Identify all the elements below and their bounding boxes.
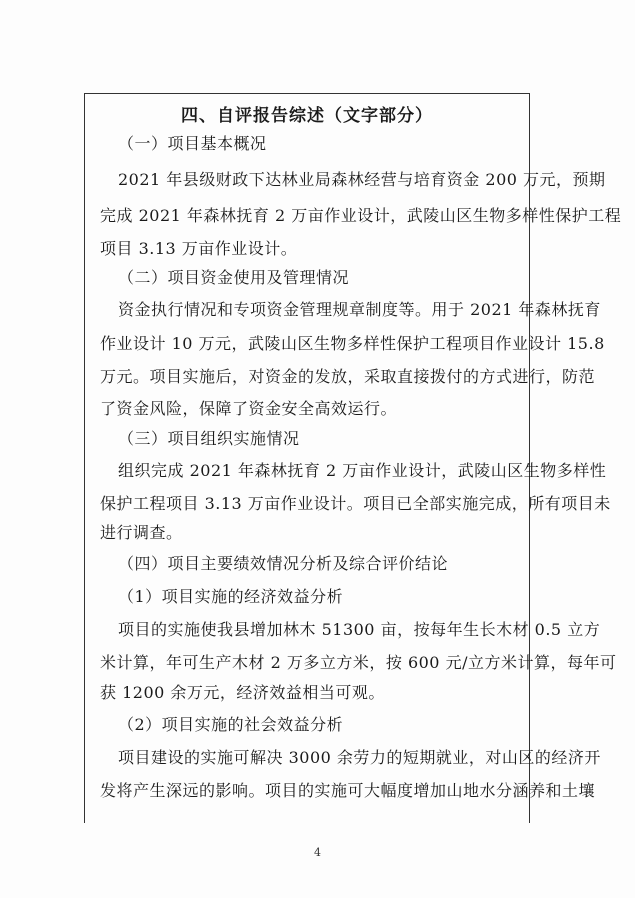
paragraph-line: 项目 3.13 万亩作业设计。 (100, 239, 298, 258)
paragraph-line: 获 1200 余万元，经济效益相当可观。 (100, 683, 385, 702)
sub-item-heading-2: （2）项目实施的社会效益分析 (118, 715, 344, 734)
paragraph-line: 组织完成 2021 年森林抚育 2 万亩作业设计，武陵山区生物多样性 (118, 461, 607, 480)
paragraph-line: 米计算，年可生产木材 2 万多立方米，按 600 元/立方米计算，每年可 (100, 653, 617, 672)
paragraph-line: 保护工程项目 3.13 万亩作业设计。项目已全部实施完成，所有项目未 (100, 494, 611, 513)
subsection-heading-2: （二）项目资金使用及管理情况 (118, 268, 350, 287)
paragraph-line: 项目建设的实施可解决 3000 余劳力的短期就业，对山区的经济开 (118, 748, 601, 767)
subsection-heading-3: （三）项目组织实施情况 (118, 429, 300, 448)
paragraph-line: 完成 2021 年森林抚育 2 万亩作业设计，武陵山区生物多样性保护工程 (100, 206, 622, 225)
section-title: 四、自评报告综述（文字部分） (181, 106, 433, 126)
subsection-heading-1: （一）项目基本概况 (118, 134, 267, 153)
paragraph-line: 发将产生深远的影响。项目的实施可大幅度增加山地水分涵养和土壤 (100, 781, 596, 800)
paragraph-line: 项目的实施使我县增加林木 51300 亩，按每年生长木材 0.5 立方 (118, 620, 601, 639)
paragraph-line: 作业设计 10 万元，武陵山区生物多样性保护工程项目作业设计 15.8 (100, 334, 605, 353)
paragraph-line: 万元。项目实施后，对资金的发放，采取直接拨付的方式进行，防范 (100, 367, 596, 386)
subsection-heading-4: （四）项目主要绩效情况分析及综合评价结论 (118, 554, 449, 573)
page-number: 4 (314, 846, 321, 859)
report-frame (84, 93, 622, 823)
paragraph-line: 资金执行情况和专项资金管理规章制度等。用于 2021 年森林抚育 (118, 300, 601, 319)
sub-item-heading-1: （1）项目实施的经济效益分析 (118, 587, 344, 606)
paragraph-line: 了资金风险，保障了资金安全高效运行。 (100, 399, 398, 418)
paragraph-line: 进行调查。 (100, 523, 183, 542)
paragraph-line: 2021 年县级财政下达林业局森林经营与培育资金 200 万元，预期 (118, 170, 606, 189)
